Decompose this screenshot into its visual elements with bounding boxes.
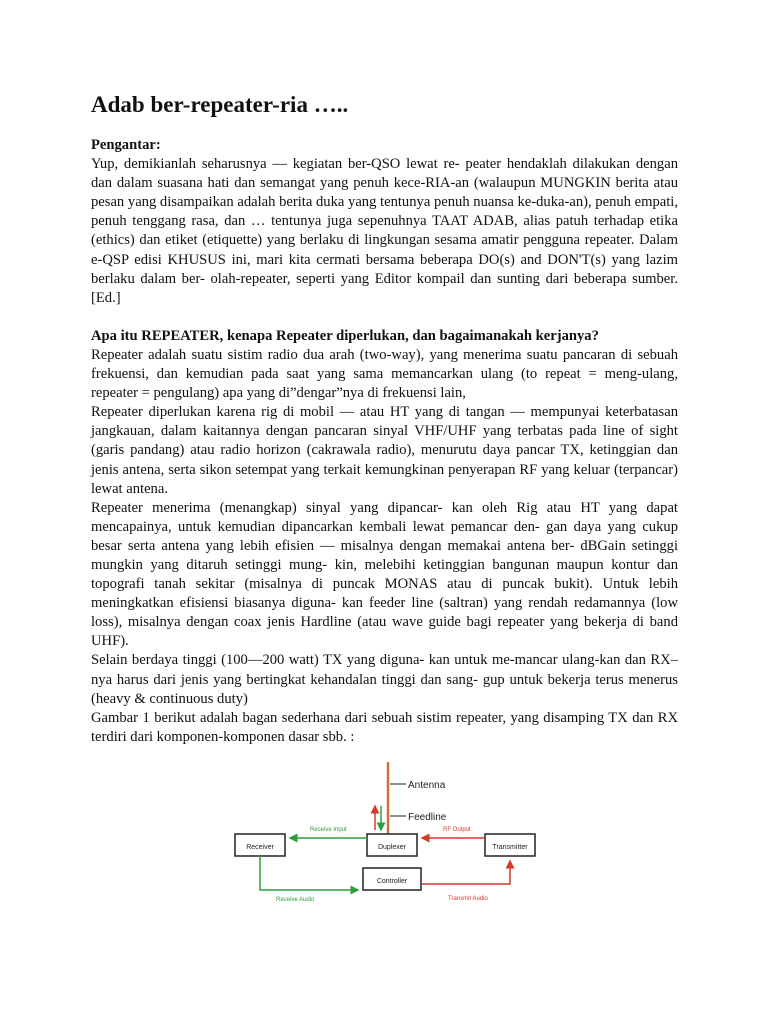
- rf-output-label: RF Output: [443, 827, 471, 833]
- paragraph-why-needed: Repeater diperlukan karena rig di mobil — atau HT yang di tangan — mempunyai keterbatasan jangkauan, dalam kaitannya dengan pancaran sinyal VHF/UHF yang terbatas pada line of sight (garis pandang) atau radio horizon (cakrawala radio), menurutu daya pancar TX, ketinggian dan jenis antena, serta sikon setempat yang terkait kemungkinan penyerapan RF yang keluar (terpancar) lewat antena.: [91, 404, 678, 497]
- document-body: [91, 136, 678, 747]
- paragraph-gap: [91, 308, 678, 327]
- document-title: Adab ber-repeater-ria …..: [91, 92, 349, 117]
- receiver-label: Receiver: [246, 844, 274, 851]
- intro-paragraph: Yup, demikianlah seharusnya — kegiatan ber-QSO lewat re- peater hendaklah dilakukan dengan dan dalam suasana hati dan semangat yang penuh kece-RIA-an (walaupun MUNGKIN berita atau pesan yang disampaikan adalah berita duka yang tentunya penuh nuansa ke-duka-an), penuh empati, penuh tenggang rasa, dan … tentunya juga sepenuhnya TAAT ADAB, alias patuh terhadap etika (ethics) dan etiket (etiquette) yang berlaku di lingkungan sesama amatir pengguna repeater. Dalam e-QSP edisi KHUSUS ini, mari kita cermati bersama beberapa DO(s) and DON'T(s) yang lazim berlaku dalam ber- olah-repeater, seperti yang Editor kompail dan sunting dari beberapa sumber. [Ed.]: [91, 156, 678, 306]
- receive-audio-arrow: [260, 856, 358, 890]
- paragraph-power: Selain berdaya tinggi (100—200 watt) TX yang diguna- kan untuk me-mancar ulang-kan dan RX–nya harus dari jenis yang bertingkat kehandalan tinggi dan sang- gup untuk bekerja terus menerus (heavy & continuous duty): [91, 652, 678, 707]
- paragraph-definition: Repeater adalah suatu sistim radio dua arah (two-way), yang menerima suatu pancaran di sebuah frekuensi, dan kemudian pada saat yang sama memancarkan ulang (to repeat = meng-ulang, repeater = pengulang) apa yang di”dengar”nya di frekuensi lain,: [91, 346, 678, 402]
- receive-audio-label: Receive Audio: [276, 897, 315, 903]
- controller-label: Controller: [376, 878, 408, 885]
- transmit-audio-arrow: [421, 861, 510, 884]
- antenna-label: Antenna: [408, 780, 446, 791]
- transmit-audio-label: Transmit Audio: [448, 896, 488, 902]
- transmitter-label: Transmitter: [492, 844, 528, 851]
- receive-input-label: Receive Input: [310, 827, 347, 833]
- feedline-label: Feedline: [408, 812, 447, 823]
- repeater-diagram: [230, 758, 550, 908]
- section-heading: Apa itu REPEATER, kenapa Repeater diperlukan, dan bagaimanakah kerjanya?: [91, 327, 599, 344]
- intro-heading: Pengantar:: [91, 137, 161, 153]
- duplexer-label: Duplexer: [377, 844, 407, 851]
- paragraph-how-it-works: Repeater menerima (menangkap) sinyal yang dipancar- kan oleh Rig atau HT yang dapat mencapainya, untuk kemudian dipancarkan kembali lewat pemancar den- gan daya yang cukup besar serta antena yang lebih efisien — misalnya dengan memakai antena ber- dBGain setinggi mungkin yang ditaruh setinggi mung- kin, melebihi ketinggian bangunan maupun kontur dan topografi tanah sekitar (misalnya di puncak MONAS atau di puncak bukit). Untuk lebih meningkatkan efisiensi biasanya diguna- kan feeder line (saltran) yang rendah redamannya (low loss), misalnya dengan coax jenis Hardline (atau wave guide bagi repeater yang bekerja di band UHF).: [91, 499, 678, 650]
- paragraph-figure-intro: Gambar 1 berikut adalah bagan sederhana dari sebuah sistim repeater, yang disamping TX dan RX terdiri dari komponen-komponen dasar sbb. :: [91, 709, 678, 745]
